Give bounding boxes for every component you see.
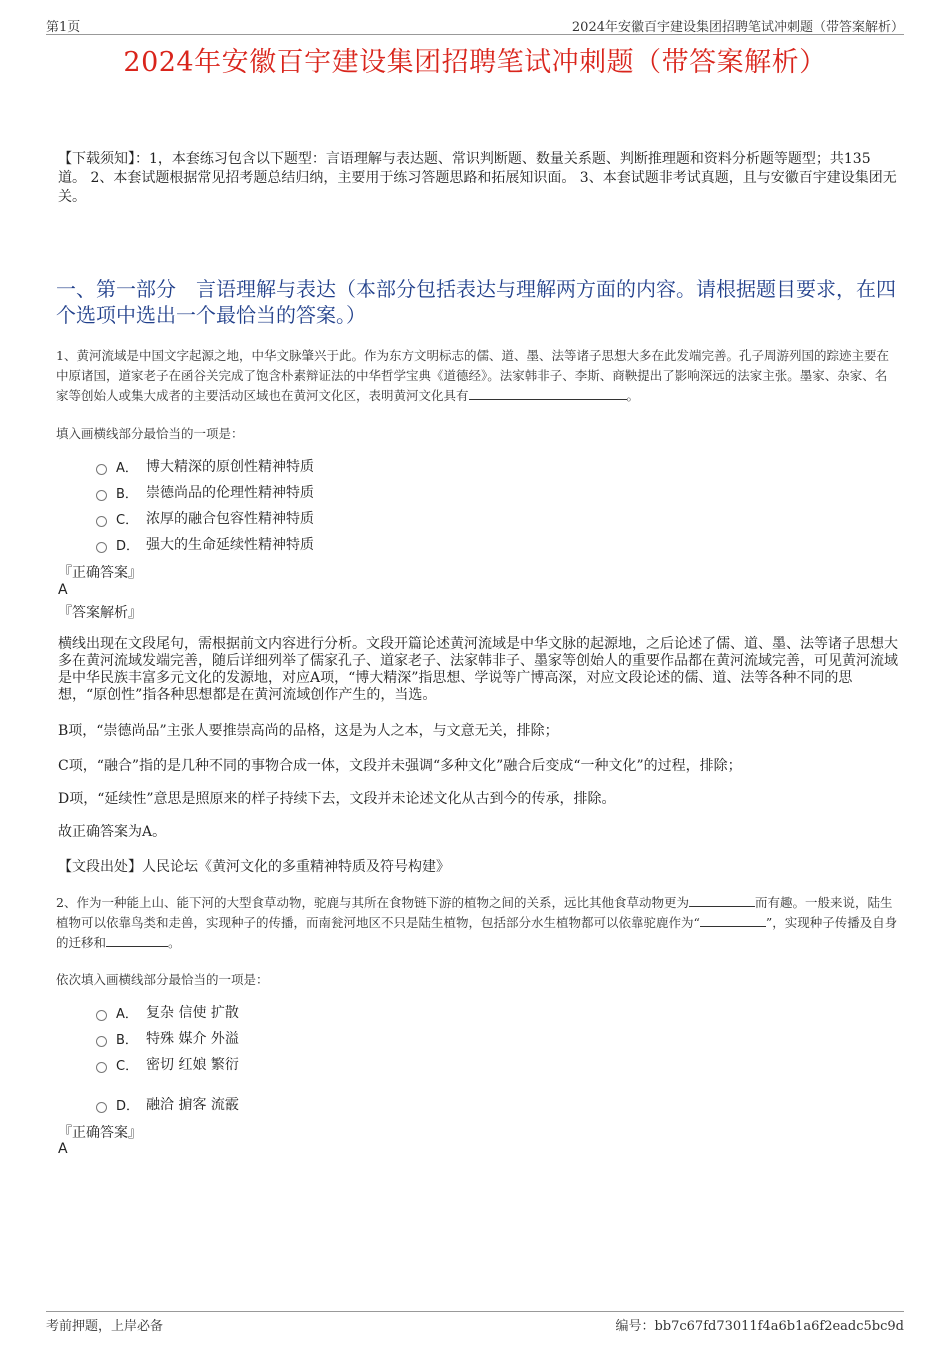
- document-code: 编号：bb7c67fd73011f4a6b1a6f2eadc5bc9d: [615, 1319, 904, 1334]
- question-1-stem: [56, 346, 898, 406]
- analysis-paragraph: C项，“融合”指的是几种不同的事物合成一体，文段并未强调“多种文化”融合后变成“一种文化”的过程，排除；: [58, 758, 742, 774]
- option-letter: C．: [116, 512, 139, 528]
- page-number: 第1页: [46, 20, 81, 35]
- question-1-option-b[interactable]: [96, 482, 314, 502]
- option-letter: D．: [116, 1098, 140, 1114]
- question-2-option-b[interactable]: [96, 1028, 239, 1048]
- document-title: 2024年安徽百宇建设集团招聘笔试冲刺题（带答案解析）: [123, 47, 827, 78]
- correct-answer-label: 『正确答案』: [58, 1125, 142, 1141]
- question-2-stem-end: 。: [168, 935, 181, 950]
- footer-slogan: 考前押题，上岸必备: [46, 1319, 164, 1334]
- analysis-paragraph: B项，“崇德尚品”主张人要推崇高尚的品格，这是为人之本，与文意无关，排除；: [58, 723, 559, 739]
- option-letter: C．: [116, 1058, 139, 1074]
- radio-icon[interactable]: [96, 1036, 107, 1047]
- analysis-paragraph: D项，“延续性”意思是照原来的样子持续下去，文段并未论述文化从古到今的传承，排除。: [58, 791, 616, 807]
- question-1-option-a[interactable]: [96, 456, 314, 476]
- question-2-prompt: 依次填入画横线部分最恰当的一项是：: [56, 972, 269, 987]
- option-text: 浓厚的融合包容性精神特质: [146, 511, 314, 527]
- question-1-stem-end: 。: [626, 388, 640, 403]
- question-2-stem: [56, 893, 898, 953]
- question-1-prompt: 填入画横线部分最恰当的一项是：: [56, 426, 244, 441]
- question-1: [56, 346, 898, 875]
- analysis-paragraph: 故正确答案为A。: [58, 824, 167, 840]
- option-text: 特殊 媒介 外溢: [146, 1031, 239, 1047]
- option-text: 强大的生命延续性精神特质: [146, 537, 314, 553]
- radio-icon[interactable]: [96, 542, 107, 553]
- question-2-stem-text: 而有趣。一般来说，陆生植物可以依靠鸟类和走兽，实现种子的传播，而南瓮河地区不只是陆生植物，包括部分水生植物都可以依靠驼鹿作为“: [56, 895, 893, 930]
- option-letter: B．: [116, 486, 138, 502]
- answer-blank: [689, 894, 755, 907]
- option-text: 博大精深的原创性精神特质: [146, 459, 314, 475]
- answer-blank: [469, 387, 627, 400]
- option-text: 密切 红娘 繁衍: [146, 1057, 239, 1073]
- radio-icon[interactable]: [96, 1010, 107, 1021]
- question-2-stem-text: 2、作为一种能上山、能下河的大型食草动物，驼鹿与其所在食物链下游的植物之间的关系，远比其他食草动物更为: [56, 895, 689, 910]
- correct-answer: A: [58, 1141, 68, 1157]
- question-2: [56, 893, 898, 1157]
- analysis-label: 『答案解析』: [58, 605, 142, 621]
- correct-answer-label: 『正确答案』: [58, 565, 142, 581]
- page-header: [46, 14, 904, 35]
- radio-icon[interactable]: [96, 1062, 107, 1073]
- source-citation: 【文段出处】人民论坛《黄河文化的多重精神特质及符号构建》: [58, 859, 450, 875]
- question-2-stem-text: ”，实现种子传播及自身的迁移和: [56, 915, 898, 950]
- question-2-option-c[interactable]: [96, 1054, 239, 1074]
- radio-icon[interactable]: [96, 1102, 107, 1113]
- option-text: 崇德尚品的伦理性精神特质: [146, 485, 314, 501]
- option-letter: A．: [116, 1006, 138, 1022]
- header-doc-name: 2024年安徽百宇建设集团招聘笔试冲刺题（带答案解析）: [571, 20, 904, 35]
- question-1-option-d[interactable]: [96, 534, 314, 554]
- question-2-option-d[interactable]: [96, 1094, 239, 1114]
- section-heading: 一、第一部分 言语理解与表达（本部分包括表达与理解两方面的内容。请根据题目要求，在四个选项中选出一个最恰当的答案。）: [56, 277, 896, 327]
- radio-icon[interactable]: [96, 464, 107, 475]
- correct-answer: A: [58, 582, 68, 598]
- answer-blank: [106, 934, 168, 947]
- answer-blank: [700, 914, 766, 927]
- radio-icon[interactable]: [96, 490, 107, 501]
- radio-icon[interactable]: [96, 516, 107, 527]
- download-notice: 【下载须知】：1，本套练习包含以下题型：言语理解与表达题、常识判断题、数量关系题、判断推理题和资料分析题等题型；共135道。 2、本套试题根据常见招考题总结归纳，主要用于练习答题思路和拓展知识面。 3、本套试题非考试真题，且与安徽百宇建设集团无关。: [58, 151, 897, 205]
- option-letter: D．: [116, 538, 140, 554]
- option-letter: A．: [116, 460, 138, 476]
- page-footer: [46, 1311, 904, 1332]
- question-1-stem-text: 1、黄河流域是中国文字起源之地，中华文脉肇兴于此。作为东方文明标志的儒、道、墨、法等诸子思想大多在此发端完善。孔子周游列国的踪迹主要在中原诸国，道家老子在函谷关完成了饱含朴素辩证法的中华哲学宝典《道德经》。法家韩非子、李斯、商鞅提出了影响深远的法家主张。墨家、杂家、名家等创始人或集大成者的主要活动区域也在黄河文化区，表明黄河文化具有: [56, 348, 889, 403]
- analysis-paragraph: 横线出现在文段尾句，需根据前文内容进行分析。文段开篇论述黄河流域是中华文脉的起源地，之后论述了儒、道、墨、法等诸子思想大多在黄河流域发端完善，随后详细列举了儒家孔子、道家老子、法家韩非子、墨家等创始人的重要作品都在黄河流域完善，可见黄河流域是中华民族丰富多元文化的发源地，对应A项，“博大精深”指思想、学说等广博高深，对应文段论述的儒、道、法等各种不同的思想，“原创性”指各种思想都是在黄河流域创作产生的，当选。: [58, 636, 898, 703]
- option-letter: B．: [116, 1032, 138, 1048]
- option-text: 复杂 信使 扩散: [146, 1005, 239, 1021]
- option-text: 融洽 掮客 流霰: [146, 1097, 239, 1113]
- question-1-option-c[interactable]: [96, 508, 314, 528]
- question-2-option-a[interactable]: [96, 1002, 239, 1022]
